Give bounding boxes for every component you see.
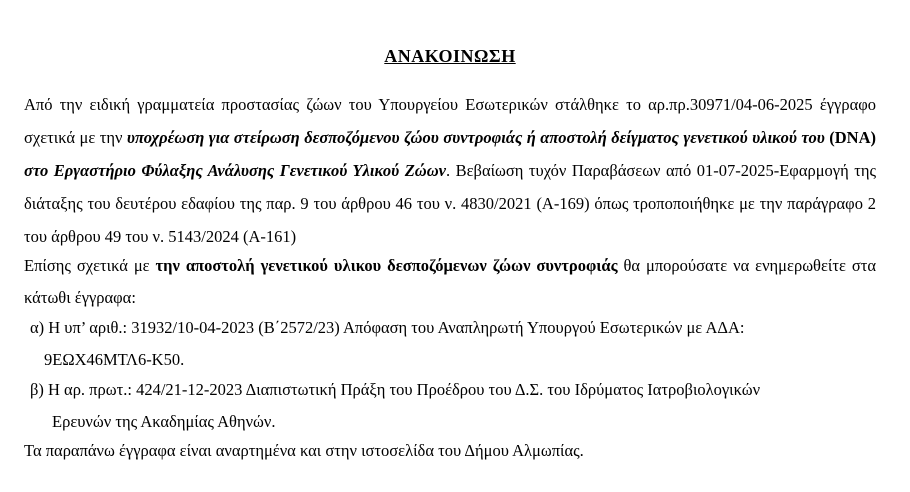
- paragraph-emphasis-lab: στο Εργαστήριο Φύλαξης Ανάλυσης Γενετικού Υλικού Ζώων: [24, 161, 446, 180]
- paragraph-text-continued: . Βεβαίωση τυχόν Παραβάσεων από 01-07-2025-Εφαρμογή της διάταξης του δευτέρου εδαφίου της παρ. 9 του άρθρου 46 του ν. 4830/2021 (Α-169) όπως τροποποιήθηκε με την παράγραφο 2 του άρθρου 49 του ν. 5143/2024 (Α-161): [24, 161, 877, 246]
- list-item: [30, 374, 876, 438]
- paragraph2-emphasis: την αποστολή γενετικού υλικου δεσποζόμενων ζώων συντροφιάς: [155, 256, 618, 275]
- list-item-line2: Ερευνών της Ακαδημίας Αθηνών.: [52, 412, 276, 431]
- page-title: ΑΝΑΚΟΙΝΩΣΗ: [384, 46, 516, 66]
- closing-statement: Τα παραπάνω έγγραφα είναι αναρτημένα και στην ιστοσελίδα του Δήμου Αλμωπίας.: [24, 441, 584, 460]
- list-item: [30, 312, 876, 376]
- main-paragraph: [24, 88, 876, 253]
- paragraph-emphasis-dna: (DNA): [829, 128, 876, 147]
- paragraph2-text-continued: θα μπορούσατε να ενημερωθείτε στα κάτωθι έγγραφα:: [24, 256, 876, 307]
- second-paragraph: [24, 250, 876, 314]
- list-item-line1: α) Η υπ’ αριθ.: 31932/10-04-2023 (Β΄2572/23) Απόφαση του Αναπληρωτή Υπουργού Εσωτερικών με ΑΔΑ:: [30, 318, 745, 337]
- paragraph-emphasis: υποχρέωση για στείρωση δεσποζόμενου ζώου συντροφιάς ή αποστολή δείγματος γενετικού υλικού του: [126, 128, 830, 147]
- paragraph-text: Από την ειδική γραμματεία προστασίας ζώων του Υπουργείου Εσωτερικών στάλθηκε το αρ.πρ.30971/04-06-2025 έγγραφο σχετικά με την: [24, 95, 876, 147]
- list-item-line1: β) Η αρ. πρωτ.: 424/21-12-2023 Διαπιστωτική Πράξη του Προέδρου του Δ.Σ. του Ιδρύματος Ιατροβιολογικών: [30, 380, 761, 399]
- list-item-line2: 9ΕΩΧ46ΜΤΛ6-Κ50.: [44, 350, 185, 369]
- paragraph2-text: Επίσης σχετικά με: [24, 256, 156, 275]
